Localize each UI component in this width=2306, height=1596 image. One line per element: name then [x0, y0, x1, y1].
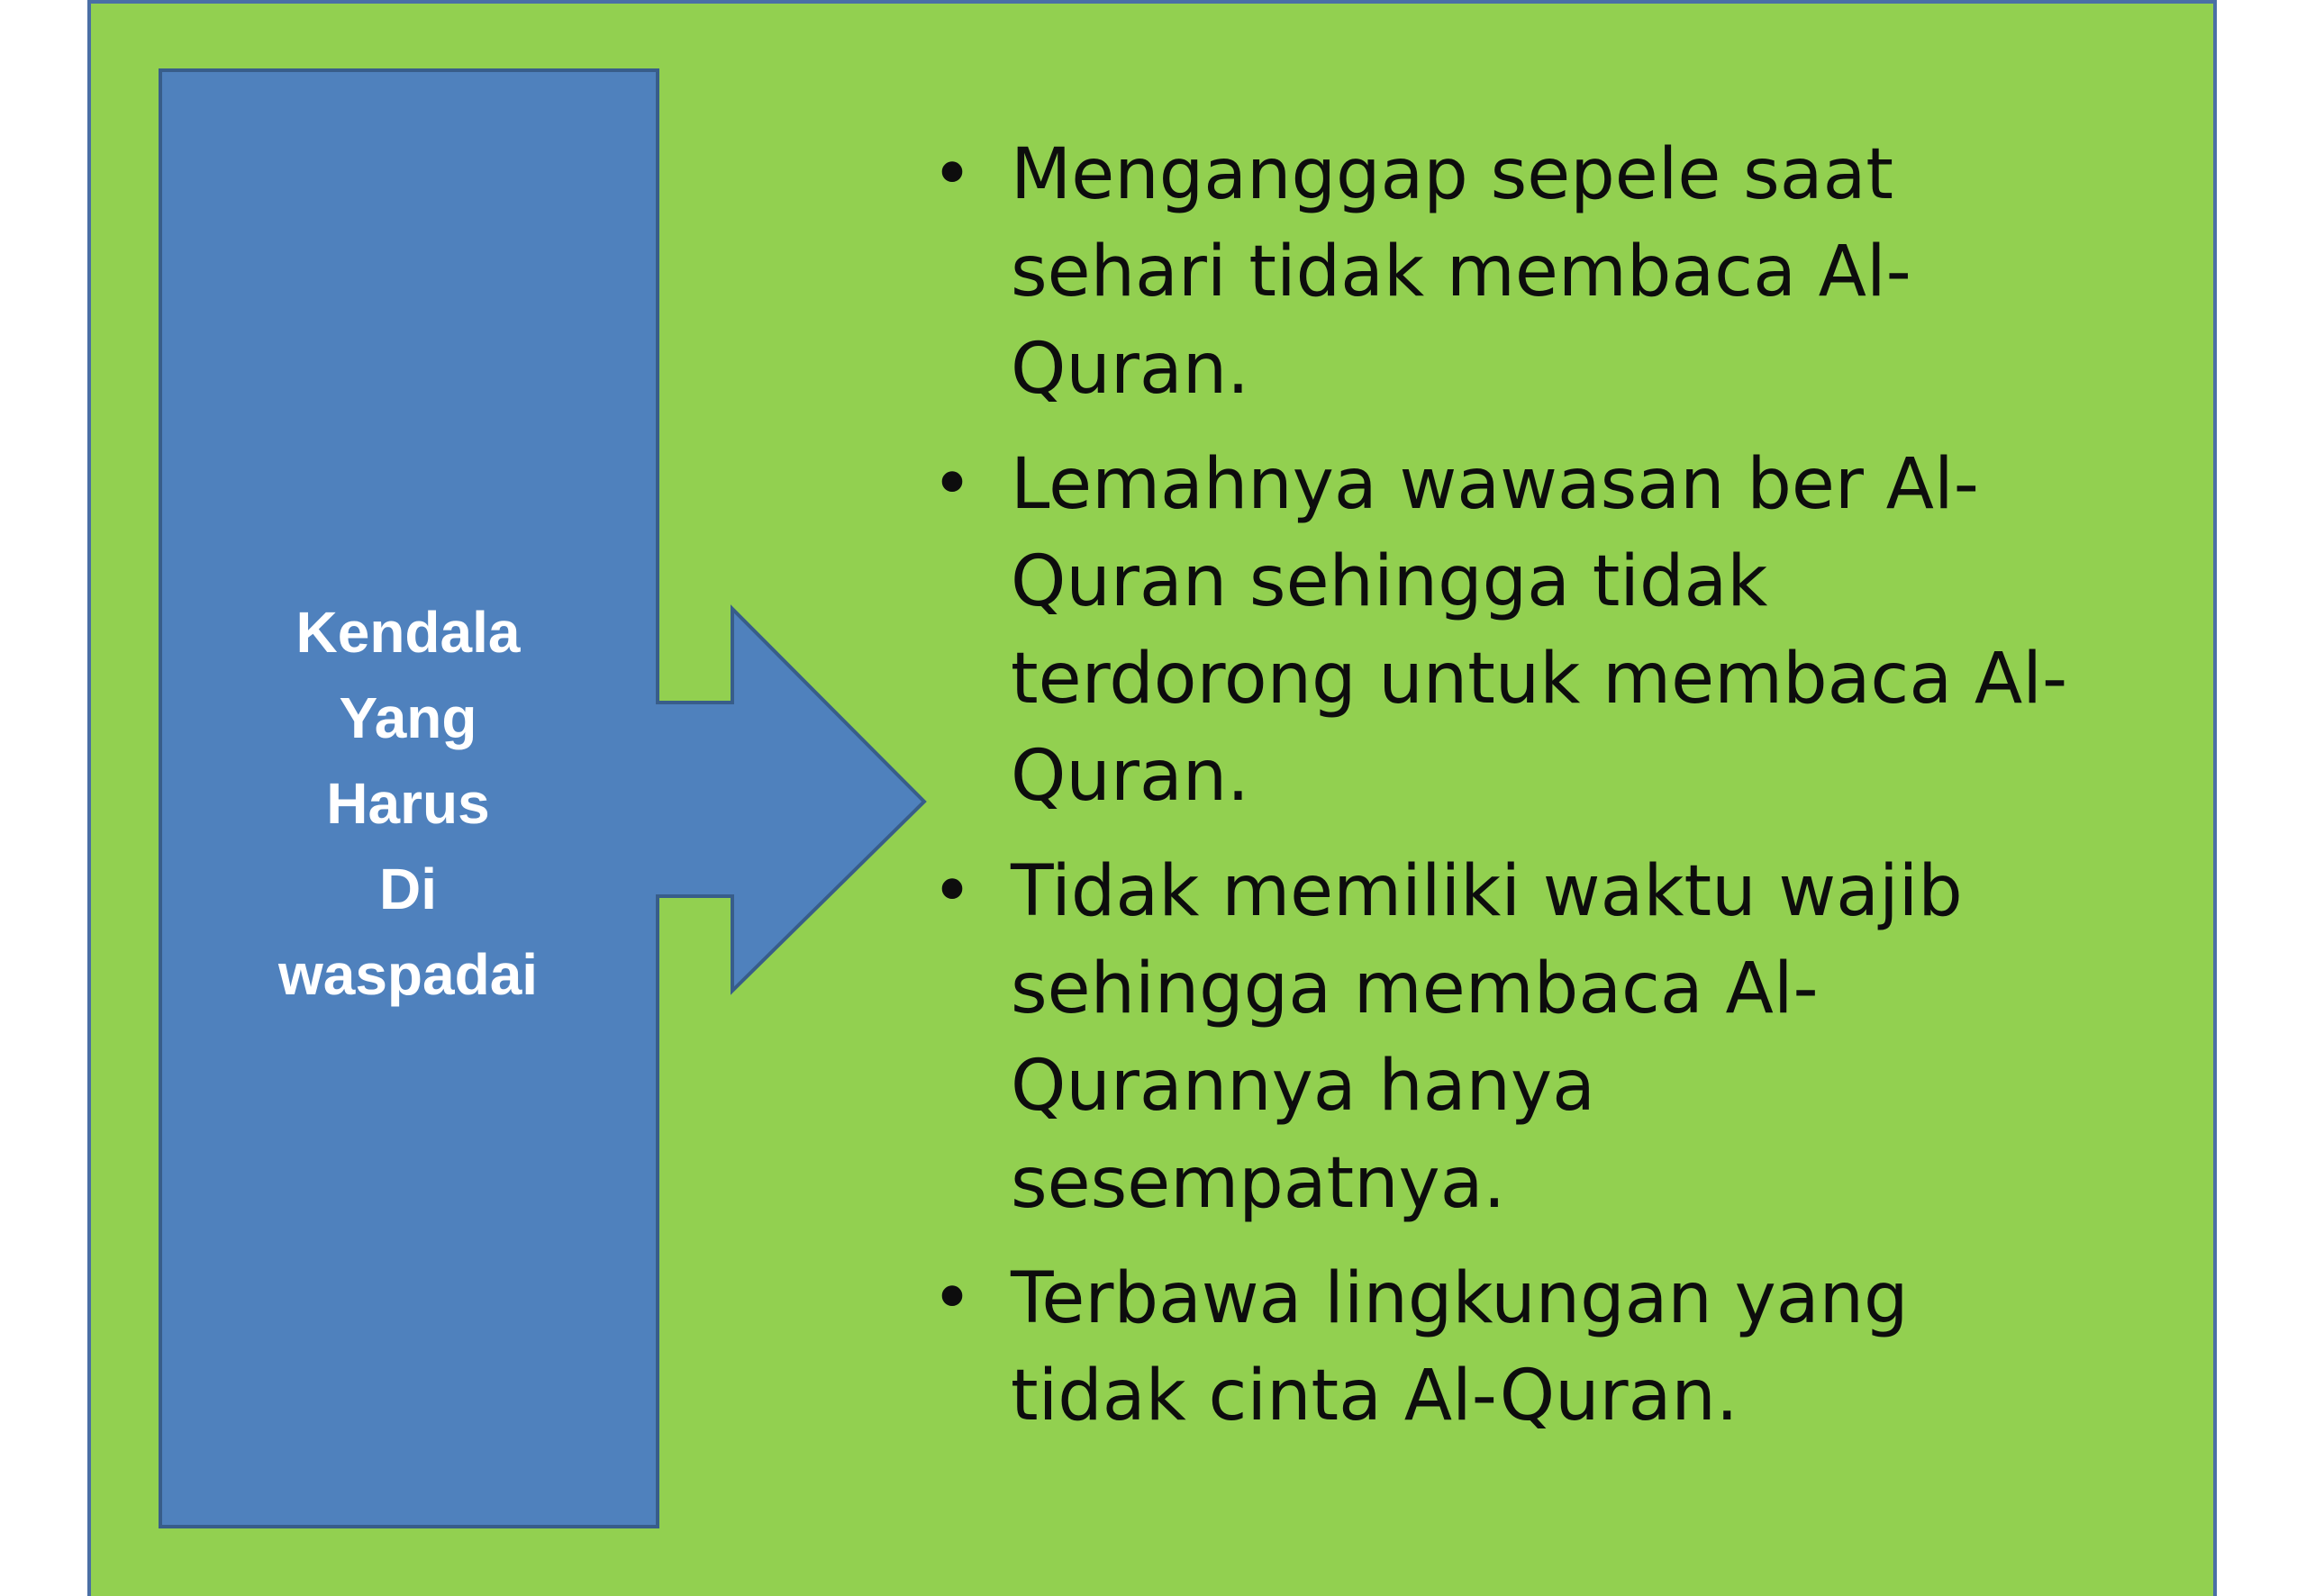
bullet-item [919, 436, 2198, 825]
bullet-text-line: tidak cinta Al-Quran. [1011, 1356, 1739, 1437]
arrow-label-line: Di [379, 857, 437, 921]
bullet-text-line: Menganggap sepele saat [1011, 134, 1893, 215]
arrow-label [160, 590, 656, 1018]
bullet-text-line: sehingga membaca Al- [1011, 948, 1819, 1029]
bullet-text-line: Terbawa lingkungan yang [1011, 1258, 1909, 1339]
arrow-label-line: Yang [339, 685, 477, 750]
bullet-text-line: Quran sehingga tidak [1011, 541, 1768, 622]
bullet-text-line: Quran. [1011, 736, 1249, 817]
bullet-text-line: terdorong untuk membaca Al- [1011, 639, 2068, 720]
bullet-dot-icon: • [931, 134, 974, 215]
bullet-list [919, 126, 2198, 1463]
arrow-label-line: Harus [326, 771, 490, 836]
arrow-label-line: waspadai [277, 942, 539, 1007]
bullet-item [919, 1250, 2198, 1445]
bullet-text-line: Lemahnya wawasan ber Al- [1011, 444, 1979, 525]
bullet-text-line: sehari tidak membaca Al- [1011, 231, 1911, 313]
arrow-label-line: Kendala [295, 600, 521, 665]
bullet-dot-icon: • [931, 851, 974, 932]
bullet-dot-icon: • [931, 444, 974, 525]
bullet-text-line: sesempatnya. [1011, 1143, 1506, 1224]
bullet-dot-icon: • [931, 1258, 974, 1339]
bullet-text-line: Quran. [1011, 329, 1249, 410]
bullet-item [919, 843, 2198, 1232]
bullet-text-line: Qurannya hanya [1011, 1046, 1595, 1127]
bullet-item [919, 126, 2198, 418]
bullet-text-line: Tidak memiliki waktu wajib [1011, 851, 1963, 932]
